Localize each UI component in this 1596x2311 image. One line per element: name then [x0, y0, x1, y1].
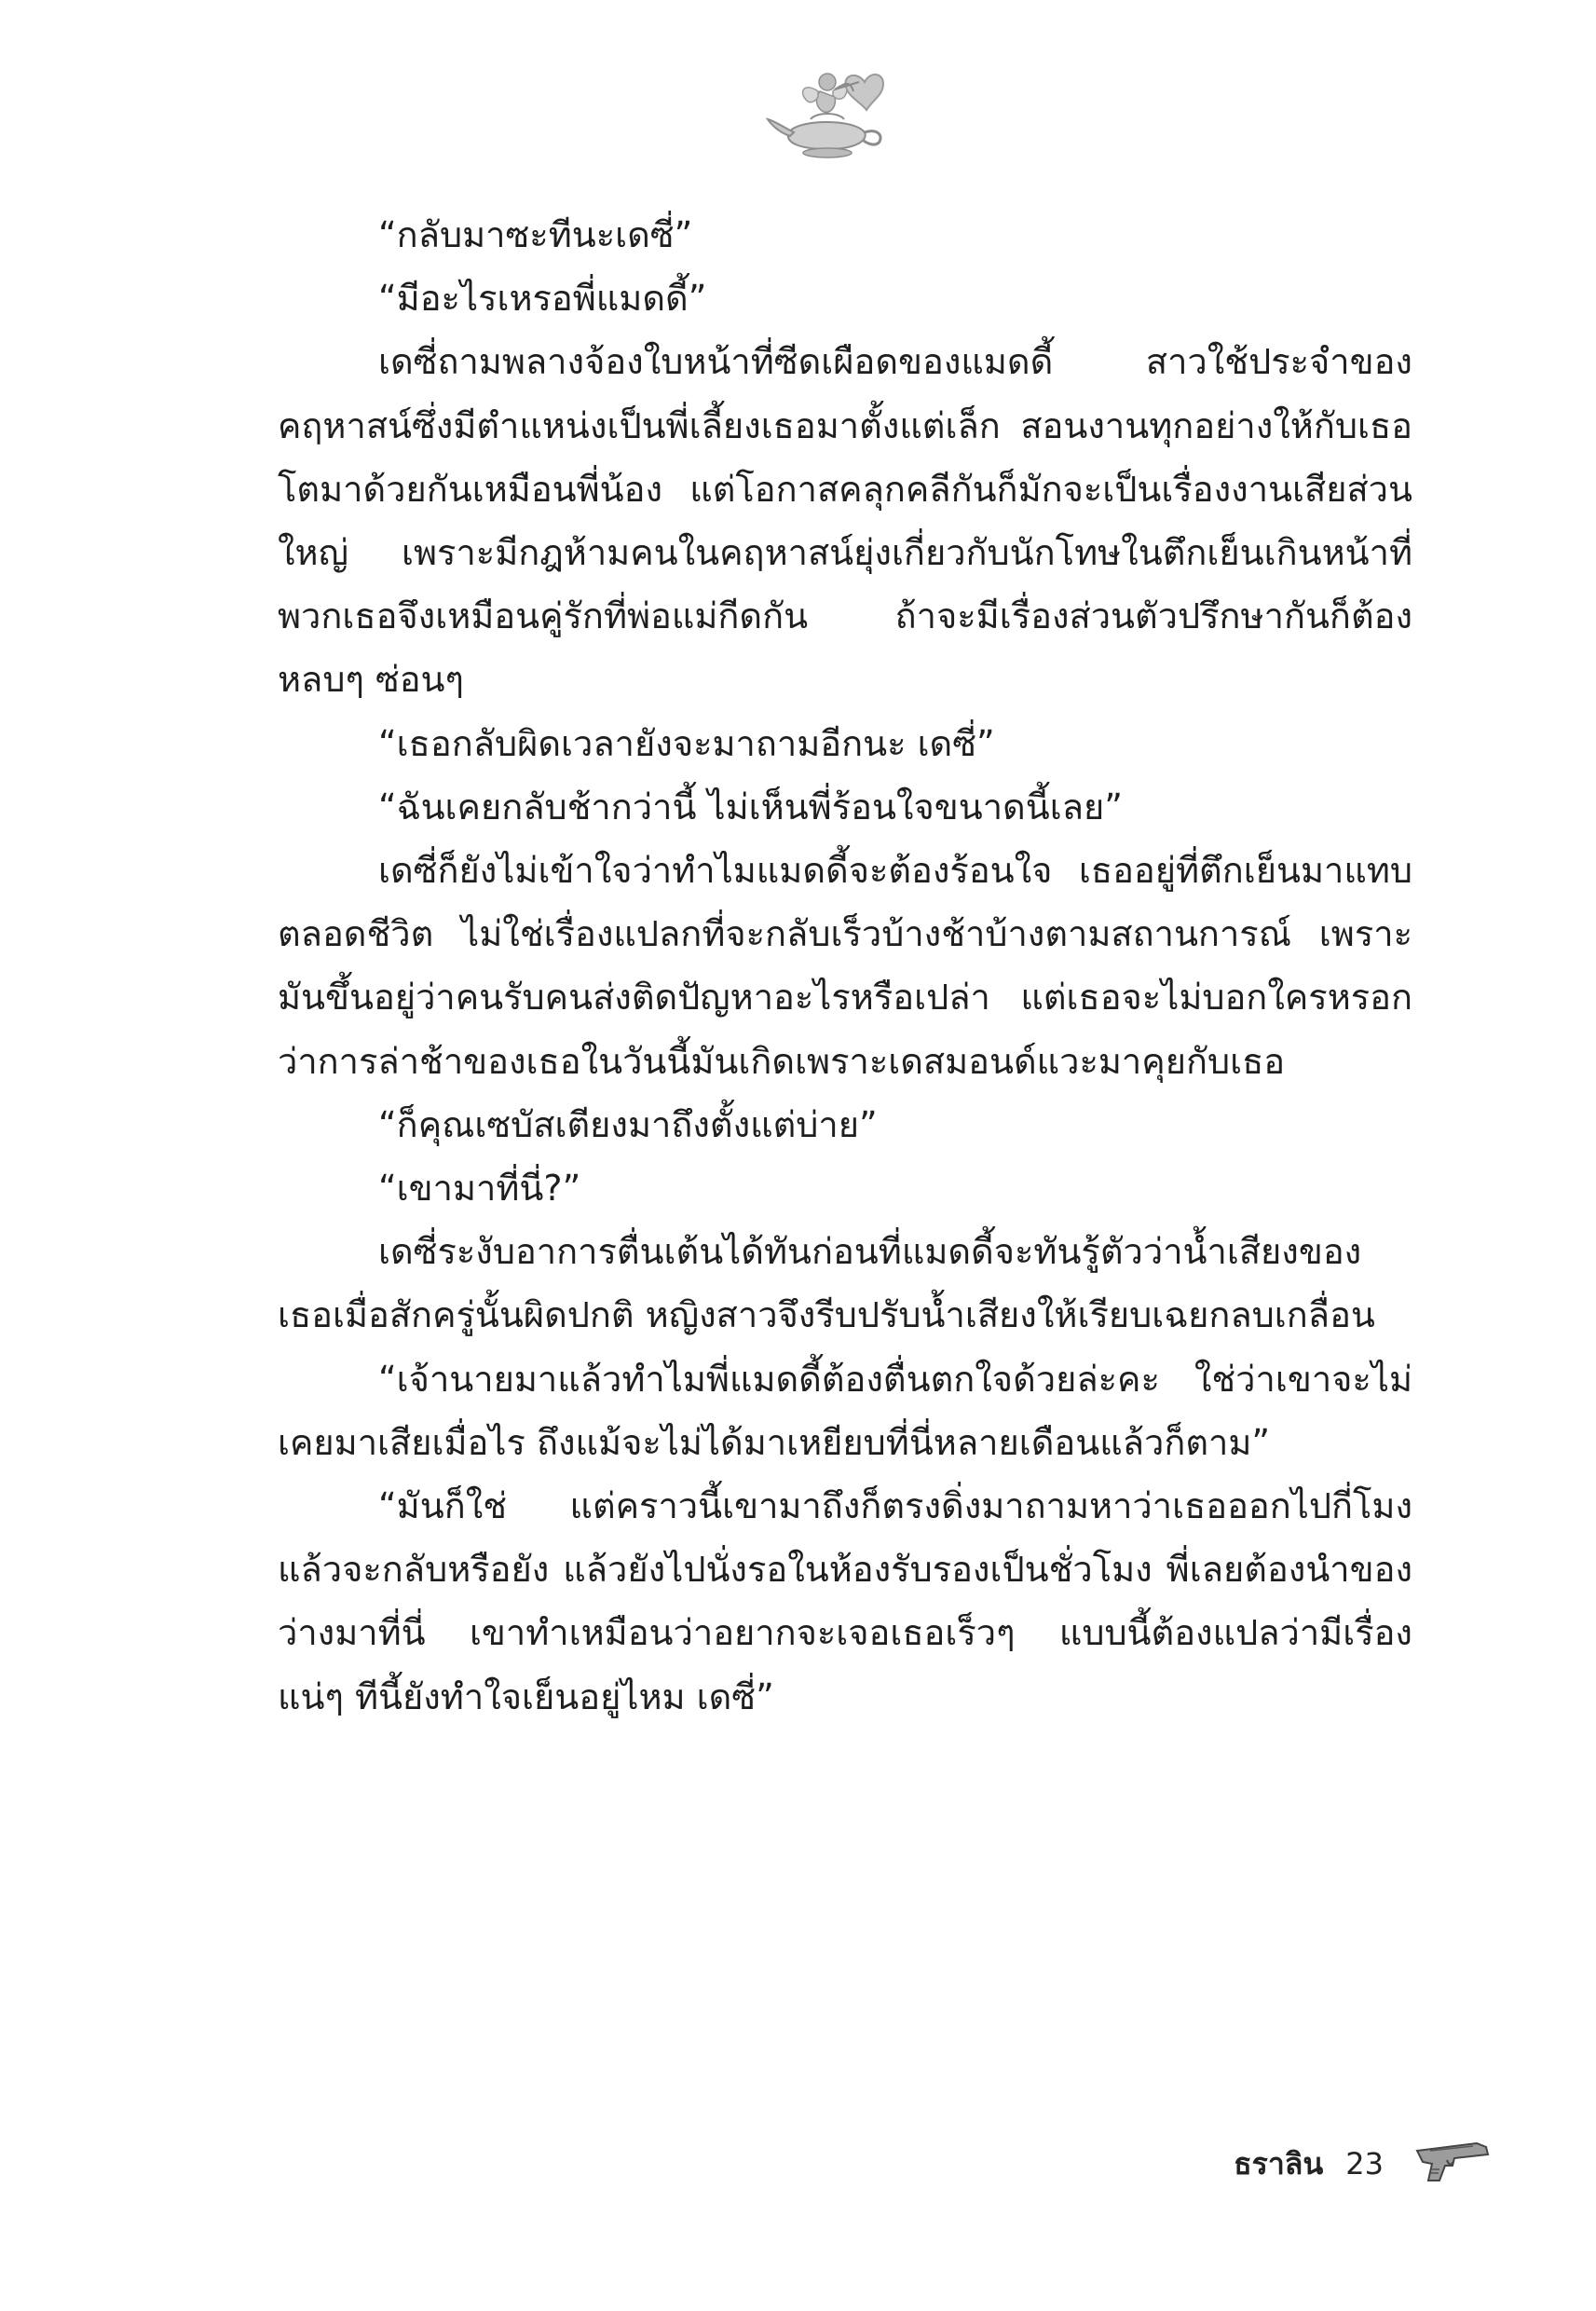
pistol-icon [1412, 2138, 1492, 2190]
running-title: ธราลิน [1234, 2145, 1324, 2181]
paragraph: “กลับมาซะทีนะเดซี่” [378, 214, 693, 255]
paragraph: “มีอะไรเหรอพี่แมดดี้” [378, 278, 707, 320]
paragraph: “ก็คุณเซบัสเตียงมาถึงตั้งแต่บ่าย” [378, 1103, 878, 1145]
page-number: 23 [1345, 2146, 1384, 2181]
paragraph: เดซี่ระงับอาการตื่นเต้นได้ทันก่อนที่แมดดี้จะทันรู้ตัวว่าน้ำเสียงของเธอเมื่อสักครู่นั้นผิดปกติ หญิงสาวจึงรีบปรับน้ำเสียงให้เรียบเฉยกลบเกลื่อน [278, 1231, 1375, 1336]
paragraph: เดซี่ก็ยังไม่เข้าใจว่าทำไมแมดดี้จะต้องร้อนใจ เธออยู่ที่ตึกเย็นมาแทบตลอดชีวิต ไม่ใช่เรื่องแปลกที่จะกลับเร็วบ้างช้าบ้างตามสถานการณ์ เพราะมันขึ้นอยู่ว่าคนรับคนส่งติดปัญหาอะไรหรือเปล่า แต่เธอจะไม่บอกใครหรอกว่าการล่าช้าของเธอในวันนี้มันเกิดเพราะเดสมอนด์แวะมาคุยกับเธอ [278, 850, 1412, 1082]
paragraph: “ฉันเคยกลับช้ากว่านี้ ไม่เห็นพี่ร้อนใจขนาดนี้เลย” [378, 786, 1123, 827]
page-footer [1234, 2134, 1492, 2194]
paragraph: “เขามาที่นี่?” [378, 1168, 581, 1210]
paragraph: “มันก็ใช่ แต่คราวนี้เขามาถึงก็ตรงดิ่งมาถามหาว่าเธอออกไปกี่โมงแล้วจะกลับหรือยัง แล้วยังไปนั่งรอในห้องรับรองเป็นชั่วโมง พี่เลยต้องนำของว่างมาที่นี่ เขาทำเหมือนว่าอยากจะเจอเธอเร็วๆ แบบนี้ต้องแปลว่ามีเรื่องแน่ๆ ทีนี้ยังทำใจเย็นอยู่ไหม เดซี่” [278, 1485, 1412, 1717]
paragraph: “เจ้านายมาแล้วทำไมพี่แมดดี้ต้องตื่นตกใจด้วยล่ะคะ ใช่ว่าเขาจะไม่เคยมาเสียเมื่อไร ถึงแม้จะไม่ได้มาเหยียบที่นี่หลายเดือนแล้วก็ตาม” [278, 1358, 1412, 1463]
cupid-teapot-ornament-icon [760, 54, 900, 166]
paragraph: เดซี่ถามพลางจ้องใบหน้าที่ซีดเผือดของแมดดี้ สาวใช้ประจำของคฤหาสน์ซึ่งมีตำแหน่งเป็นพี่เลี้ยงเธอมาตั้งแต่เล็ก สอนงานทุกอย่างให้กับเธอ โตมาด้วยกันเหมือนพี่น้อง แต่โอกาสคลุกคลีกันก็มักจะเป็นเรื่องงานเสียส่วนใหญ่ เพราะมีกฎห้ามคนในคฤหาสน์ยุ่งเกี่ยวกับนักโทษในตึกเย็นเกินหน้าที่ พวกเธอจึงเหมือนคู่รักที่พ่อแม่กีดกัน ถ้าจะมีเรื่องส่วนตัวปรึกษากันก็ต้องหลบๆ ซ่อนๆ [278, 341, 1412, 701]
page-body [278, 203, 1412, 1729]
paragraph: “เธอกลับผิดเวลายังจะมาถามอีกนะ เดซี่” [378, 722, 995, 764]
